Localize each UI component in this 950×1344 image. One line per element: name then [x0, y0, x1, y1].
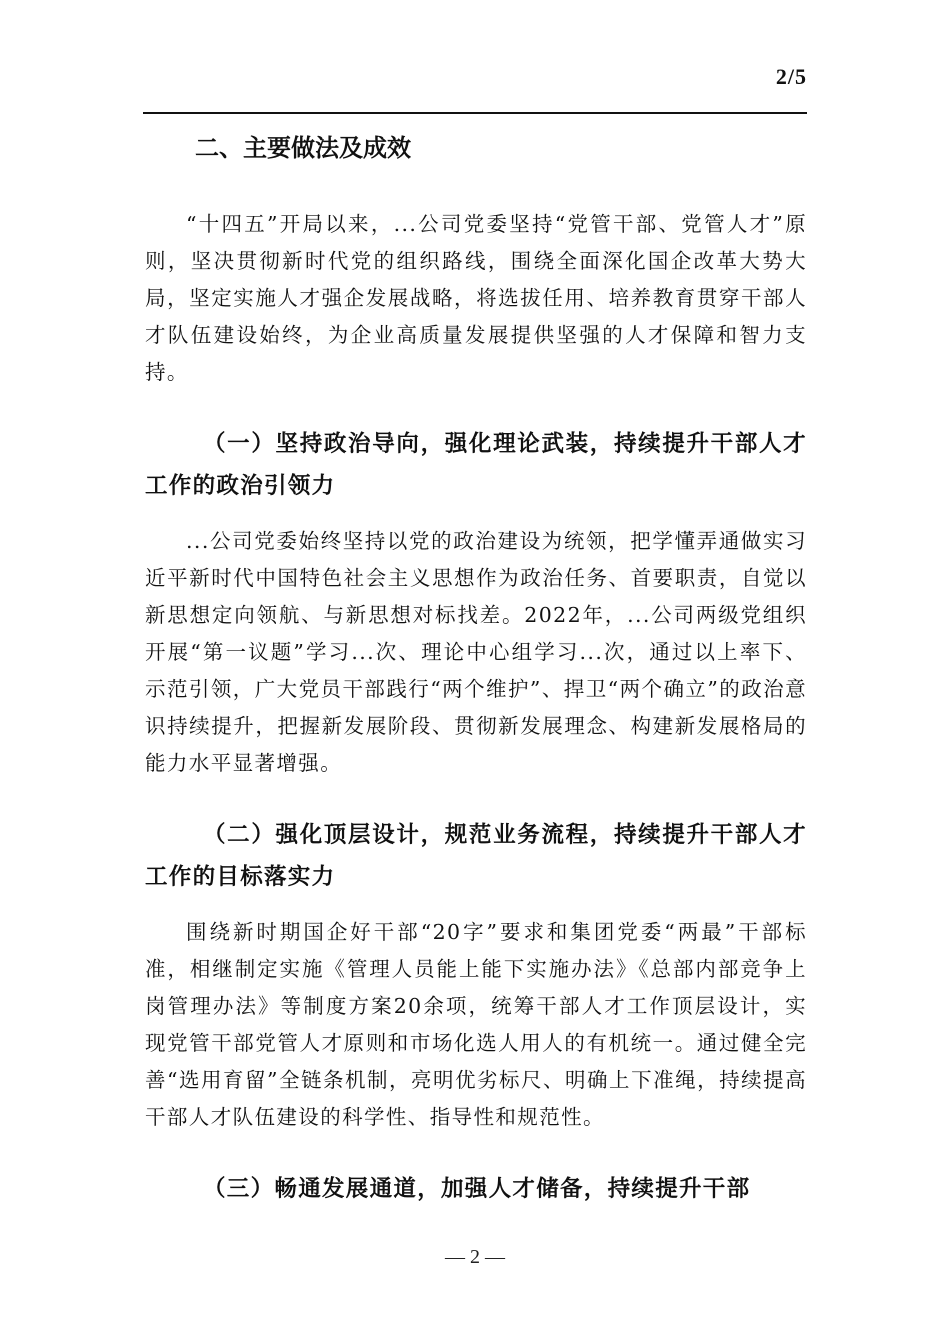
intro-paragraph: “十四五”开局以来，...公司党委坚持“党管干部、党管人才”原则，坚决贯彻新时代党的组织路线，围绕全面深化国企改革大势大局，坚定实施人才强企发展战略，将选拔任用、培养教育贯穿干部人才队伍建设始终，为企业高质量发展提供坚强的人才保障和智力支持。 — [145, 212, 807, 384]
subsection-heading-3: （三）畅通发展通道，加强人才储备，持续提升干部 — [203, 1176, 751, 1202]
subsection-heading-1: （一）坚持政治导向，强化理论武装，持续提升干部人才工作的政治引领力 — [145, 431, 807, 499]
section-title: 二、主要做法及成效 — [195, 134, 411, 162]
subsection-body-1: ...公司党委始终坚持以党的政治建设为统领，把学懂弄通做实习近平新时代中国特色社会主义思想作为政治任务、首要职责，自觉以新思想定向领航、与新思想对标找差。2022年，...公司两级党组织开展“第一议题”学习...次、理论中心组学习...次，通过以上率下、示范引领，广大党员干部践行“两个维护”、捍卫“两个确立”的政治意识持续提升，把握新发展阶段、贯彻新发展理念、构建新发展格局的能力水平显著增强。 — [145, 529, 807, 775]
document-body — [145, 118, 807, 1210]
page-indicator: 2/5 — [775, 64, 807, 89]
subsection-body-2: 围绕新时期国企好干部“20字”要求和集团党委“两最”干部标准，相继制定实施《管理人员能上能下实施办法》《总部内部竞争上岗管理办法》等制度方案20余项，统筹干部人才工作顶层设计，实现党管干部党管人才原则和市场化选人用人的有机统一。通过健全完善“选用育留”全链条机制，亮明优劣标尺、明确上下准绳，持续提高干部人才队伍建设的科学性、指导性和规范性。 — [145, 920, 807, 1129]
header-rule — [143, 112, 807, 114]
page-footer-number: — 2 — — [445, 1246, 505, 1268]
subsection-heading-2: （二）强化顶层设计，规范业务流程，持续提升干部人才工作的目标落实力 — [145, 822, 807, 890]
